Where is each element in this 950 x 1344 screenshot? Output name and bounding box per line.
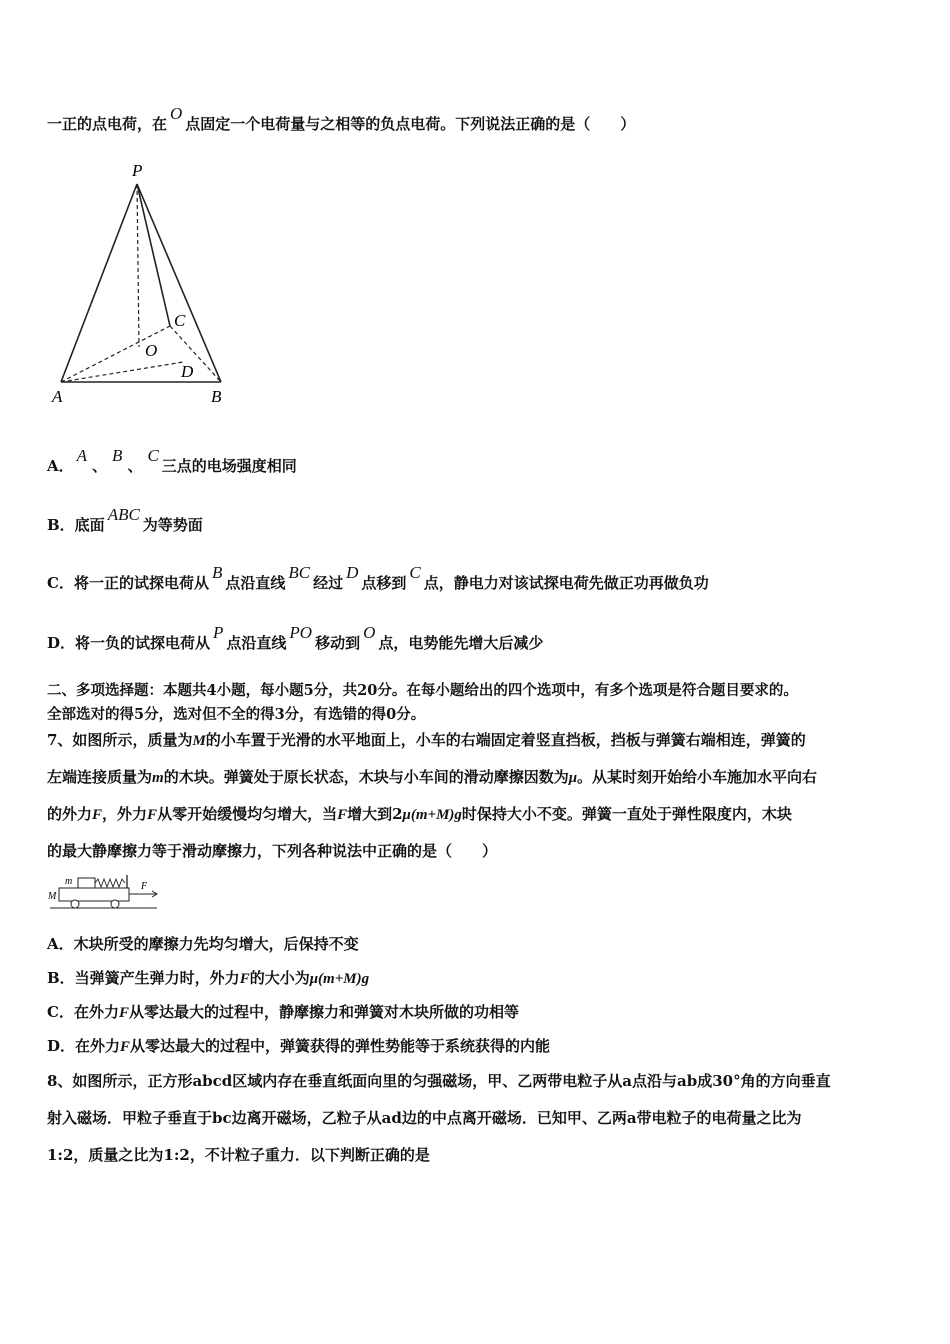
wheel-left (71, 900, 79, 908)
label-a: A (52, 387, 63, 406)
spring (95, 879, 125, 887)
q6-option-a: A．A、B、C三点的电场强度相同 (47, 446, 297, 475)
q8-line3: 1:2，质量之比为1:2，不计粒子重力．以下判断正确的是 (47, 1146, 430, 1164)
pyramid-figure (40, 150, 250, 410)
edge-cb (170, 326, 221, 382)
label-p: P (132, 161, 143, 180)
label-o: O (145, 341, 158, 360)
q6-option-c: C．将一正的试探电荷从B点沿直线BC经过D点移到C点，静电力对该试探电荷先做正功再做负功 (47, 563, 709, 592)
label-b: B (211, 387, 222, 406)
q8-line2: 射入磁场．甲粒子垂直于bc边离开磁场，乙粒子从ad边的中点离开磁场．已知甲、乙两a带电粒子的电荷量之比为 (47, 1109, 802, 1127)
label-f: F (141, 881, 148, 892)
label-d: D (181, 362, 194, 381)
q7-option-b: B．当弹簧产生弹力时，外力F的大小为μ(m+M)g (47, 969, 370, 987)
q6-stem-text-a: 一正的点电荷，在 (47, 115, 168, 133)
q8-line1: 8、如图所示，正方形abcd区域内存在垂直纸面向里的匀强磁场，甲、乙两带电粒子从a点沿与ab成30°角的方向垂直 (47, 1072, 831, 1090)
label-m: m (65, 876, 73, 887)
cart-figure (45, 872, 165, 916)
q7-option-d: D．在外力F从零达最大的过程中，弹簧获得的弹性势能等于系统获得的内能 (47, 1037, 551, 1055)
cart-body (59, 888, 129, 901)
label-big-m: M (48, 891, 57, 902)
edge-po (137, 184, 139, 347)
q7-line3: 的外力F，外力F从零开始缓慢均匀增大，当F增大到2μ(m+M)g时保持大小不变。弹簧一直处于弹性限度内，木块 (47, 805, 792, 823)
wheel-right (111, 900, 119, 908)
edge-ad (61, 362, 183, 382)
q7-line4: 的最大静摩擦力等于滑动摩擦力，下列各种说法中正确的是（ ） (47, 842, 498, 860)
q6-stem-text-b: 点固定一个电荷量与之相等的负点电荷。下列说法正确的是（ ） (185, 115, 636, 133)
q6-var-o: O (170, 104, 183, 123)
edge-pa (61, 184, 137, 382)
q6-stem (47, 104, 636, 134)
edge-pc (137, 184, 170, 326)
q7-option-a: A．木块所受的摩擦力先均匀增大，后保持不变 (47, 935, 359, 953)
q6-option-d: D．将一负的试探电荷从P点沿直线PO移动到O点，电势能先增大后减少 (47, 623, 544, 652)
q7-line1: 7、如图所示，质量为M的小车置于光滑的水平地面上，小车的右端固定着竖直挡板，挡板与弹簧右端相连，弹簧的 (47, 731, 806, 749)
block (78, 878, 95, 888)
section2-line2: 全部选对的得5分，选对但不全的得3分，有选错的得0分。 (47, 706, 426, 723)
section2-line1: 二、多项选择题：本题共4小题，每小题5分，共20分。在每小题给出的四个选项中，有多个选项是符合题目要求的。 (47, 682, 798, 699)
q7-line2: 左端连接质量为m的木块。弹簧处于原长状态，木块与小车间的滑动摩擦因数为μ。从某时刻开始给小车施加水平向右 (47, 768, 818, 786)
q6-option-b: B．底面ABC为等势面 (47, 505, 203, 534)
q7-option-c: C．在外力F从零达最大的过程中，静摩擦力和弹簧对木块所做的功相等 (47, 1003, 519, 1021)
label-c: C (174, 311, 186, 330)
